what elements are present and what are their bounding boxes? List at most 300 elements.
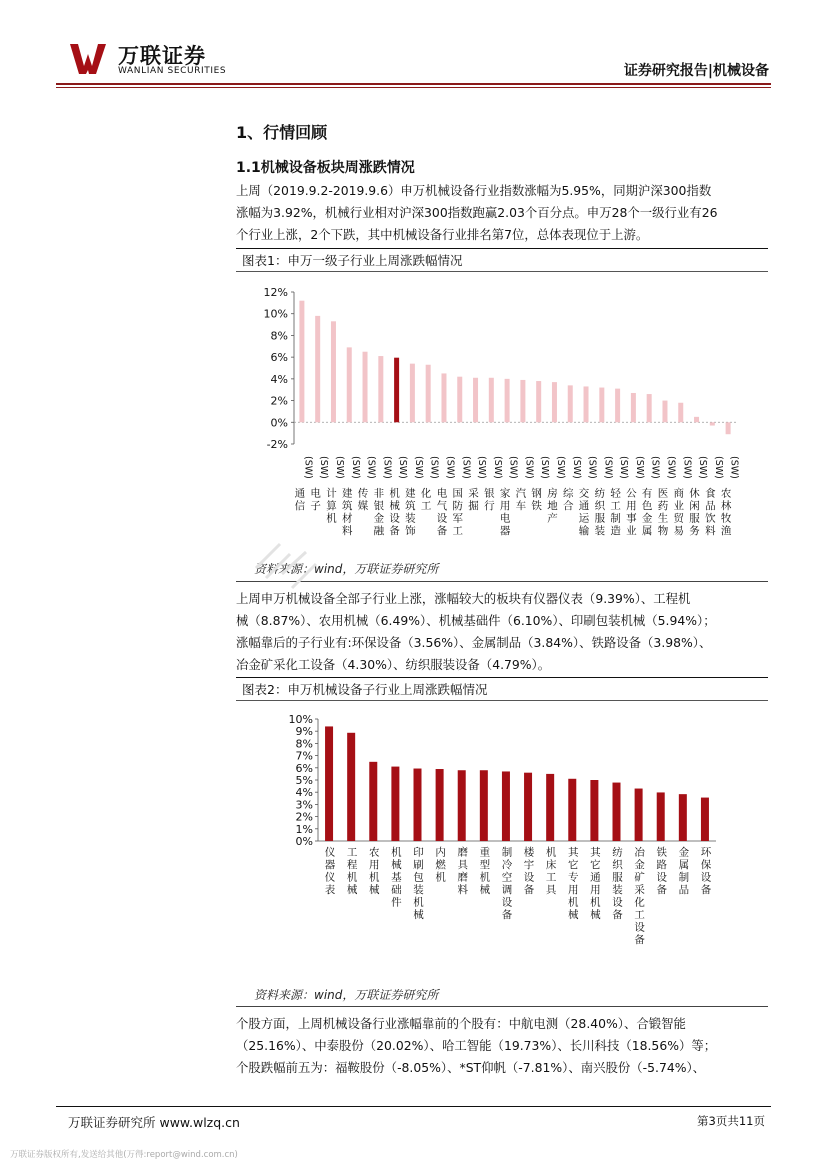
figure1-title: 图表1：申万一级子行业上周涨跌幅情况	[242, 253, 463, 268]
y-tick-label: 0%	[295, 835, 313, 848]
svg-text:备: 备	[389, 525, 400, 537]
bar	[391, 767, 399, 841]
svg-text:饮: 饮	[705, 512, 716, 525]
svg-text:产: 产	[547, 512, 558, 525]
svg-text:金: 金	[678, 846, 690, 859]
svg-text:(SW): (SW)	[460, 456, 472, 479]
category-label	[480, 846, 491, 897]
bar	[315, 316, 320, 422]
bar	[473, 378, 478, 423]
svg-text:军: 军	[452, 512, 463, 525]
y-tick-label: 2%	[295, 810, 313, 824]
y-tick-label: 8%	[270, 329, 288, 343]
bar	[394, 358, 399, 423]
svg-text:算: 算	[326, 500, 337, 512]
svg-text:机: 机	[413, 896, 424, 909]
y-tick-label: 5%	[295, 774, 313, 787]
category-label	[391, 846, 402, 909]
report-type: 证券研究报告|机械设备	[623, 63, 769, 79]
category-label	[524, 846, 535, 897]
svg-text:(SW): (SW)	[381, 456, 393, 479]
svg-text:环: 环	[700, 846, 712, 859]
bar	[441, 373, 446, 422]
svg-text:国: 国	[452, 487, 463, 500]
header-divider-thin	[56, 87, 771, 88]
svg-text:装: 装	[594, 525, 606, 537]
svg-text:机: 机	[435, 871, 446, 884]
svg-text:纺: 纺	[594, 487, 606, 500]
category-label	[502, 846, 513, 922]
svg-text:(SW): (SW)	[586, 456, 598, 479]
svg-text:磨: 磨	[457, 871, 468, 884]
footer-institute: 万联证券研究所 www.wlzq.cn	[68, 1115, 240, 1130]
brand-name-cn: 万联证券	[118, 44, 206, 68]
y-tick-label: 8%	[295, 737, 313, 751]
svg-text:冷: 冷	[501, 859, 513, 871]
category-label	[413, 846, 424, 922]
y-tick-label: 2%	[270, 394, 288, 408]
svg-text:工: 工	[346, 846, 358, 859]
svg-text:筑: 筑	[405, 500, 416, 512]
svg-text:采: 采	[634, 884, 645, 896]
svg-text:运: 运	[578, 512, 590, 525]
bar	[505, 379, 510, 422]
svg-text:型: 型	[479, 859, 491, 871]
svg-text:磨: 磨	[457, 846, 468, 859]
bar	[631, 393, 636, 422]
category-label	[369, 846, 380, 897]
svg-text:(SW): (SW)	[570, 456, 582, 479]
svg-text:楼: 楼	[523, 846, 535, 859]
svg-text:通: 通	[590, 871, 601, 884]
svg-text:备: 备	[523, 884, 535, 896]
svg-text:房: 房	[547, 487, 558, 500]
svg-text:包: 包	[413, 871, 424, 884]
svg-text:器: 器	[499, 525, 511, 537]
svg-text:(SW): (SW)	[681, 456, 693, 479]
svg-text:重: 重	[479, 846, 491, 859]
svg-text:织: 织	[612, 859, 623, 871]
svg-text:械: 械	[391, 859, 402, 871]
category-label	[679, 846, 690, 897]
svg-text:食: 食	[705, 487, 716, 500]
svg-text:(SW): (SW)	[444, 456, 456, 479]
svg-text:备: 备	[501, 909, 513, 921]
svg-text:生: 生	[657, 512, 669, 525]
svg-text:轻: 轻	[610, 487, 621, 500]
y-tick-label: 9%	[295, 725, 313, 739]
bar	[599, 388, 604, 423]
svg-text:制: 制	[610, 512, 621, 525]
paragraph-market-review	[236, 180, 771, 246]
bar	[489, 378, 494, 423]
bar	[299, 301, 304, 423]
y-tick-label: 4%	[270, 372, 288, 386]
text-line: 个行业上涨，2个下跌，其中机械设备行业排名第7位，总体表现位于上游。	[236, 227, 649, 242]
bar	[502, 771, 510, 841]
svg-text:电: 电	[436, 487, 448, 500]
svg-text:农: 农	[720, 487, 732, 500]
bar	[546, 774, 554, 841]
svg-text:药: 药	[657, 500, 669, 512]
svg-text:冶: 冶	[634, 846, 645, 859]
svg-text:业: 业	[626, 525, 637, 537]
svg-text:刷: 刷	[413, 859, 424, 871]
svg-text:(SW): (SW)	[476, 456, 488, 479]
svg-text:事: 事	[626, 512, 637, 525]
svg-text:(SW): (SW)	[318, 456, 330, 479]
svg-text:织: 织	[594, 500, 606, 512]
figure1-source: 资料来源：wind，万联证券研究所	[254, 562, 439, 576]
bar	[369, 762, 377, 841]
svg-text:用: 用	[499, 500, 511, 512]
svg-text:公: 公	[626, 487, 637, 500]
svg-text:设: 设	[523, 871, 535, 884]
svg-text:(SW): (SW)	[618, 456, 630, 479]
svg-text:具: 具	[457, 859, 468, 871]
svg-text:车: 车	[515, 500, 527, 512]
category-label	[701, 847, 712, 897]
svg-text:非: 非	[373, 487, 385, 500]
svg-text:机: 机	[389, 487, 400, 500]
svg-text:服: 服	[612, 871, 623, 884]
svg-text:制: 制	[501, 846, 513, 859]
svg-text:气: 气	[436, 500, 448, 512]
svg-text:建: 建	[405, 487, 416, 500]
svg-text:交: 交	[578, 487, 590, 500]
svg-text:采: 采	[468, 487, 479, 500]
category-label	[656, 846, 667, 897]
svg-text:钢: 钢	[531, 487, 542, 500]
svg-text:工: 工	[420, 500, 432, 512]
text-line: 上周（2019.9.2-2019.9.6）申万机械设备行业指数涨幅为5.95%，同期沪深300指数	[236, 183, 712, 198]
category-label	[546, 846, 557, 897]
category-label	[457, 846, 468, 897]
svg-text:(SW): (SW)	[554, 456, 566, 479]
svg-text:设: 设	[700, 871, 712, 884]
svg-text:专: 专	[568, 871, 579, 884]
svg-text:械: 械	[590, 909, 601, 921]
svg-text:品: 品	[678, 884, 690, 896]
svg-text:属: 属	[641, 525, 653, 537]
brand-logo-icon	[70, 42, 110, 76]
svg-text:(SW): (SW)	[539, 456, 551, 479]
svg-text:(SW): (SW)	[602, 456, 614, 479]
svg-text:通: 通	[294, 487, 306, 500]
page-number: 第3页共11页	[697, 1114, 765, 1128]
svg-text:金: 金	[641, 512, 653, 525]
svg-text:通: 通	[578, 500, 590, 512]
bar	[331, 321, 336, 422]
svg-text:用: 用	[369, 859, 380, 871]
svg-text:表: 表	[324, 884, 336, 896]
svg-text:服: 服	[594, 512, 606, 525]
svg-text:(SW): (SW)	[302, 456, 314, 479]
svg-text:银: 银	[373, 500, 385, 512]
category-label	[568, 847, 579, 922]
paragraph-subsector-review	[236, 588, 771, 676]
section-heading: 1、行情回顾	[236, 123, 328, 142]
svg-text:它: 它	[590, 859, 601, 871]
svg-text:备: 备	[436, 525, 448, 537]
svg-text:饰: 饰	[405, 525, 416, 537]
bar	[568, 385, 573, 422]
svg-text:(SW): (SW)	[333, 456, 345, 479]
svg-text:合: 合	[563, 500, 574, 512]
svg-text:物: 物	[657, 525, 669, 537]
svg-text:械: 械	[389, 500, 400, 512]
bar	[647, 394, 652, 422]
copyright-notice: 万联证券版权所有,发送给其他(万得:report@wind.com.cn)	[10, 1150, 238, 1160]
svg-text:家: 家	[499, 487, 511, 500]
bar	[524, 773, 532, 841]
svg-text:设: 设	[634, 921, 645, 934]
svg-text:工: 工	[452, 525, 463, 537]
svg-text:(SW): (SW)	[649, 456, 661, 479]
svg-text:械: 械	[479, 884, 491, 896]
text-line: （25.16%）、中泰股份（20.02%）、哈工智能（19.73%）、长川科技（18.56%）等；	[236, 1038, 717, 1053]
text-line: 械（8.87%）、农用机械（6.49%）、机械基础件（6.10%）、印刷包装机械（5.94%）；	[236, 613, 716, 628]
svg-text:具: 具	[545, 884, 557, 896]
bar	[480, 770, 488, 841]
y-tick-label: 12%	[263, 286, 288, 299]
svg-text:宇: 宇	[523, 859, 535, 871]
bar	[679, 794, 687, 841]
svg-text:燃: 燃	[435, 859, 446, 871]
svg-text:备: 备	[634, 934, 645, 946]
svg-text:工: 工	[610, 500, 621, 512]
category-label	[590, 847, 601, 922]
svg-text:休: 休	[689, 487, 700, 500]
svg-text:(SW): (SW)	[491, 456, 503, 479]
svg-text:机: 机	[590, 896, 601, 909]
svg-text:(SW): (SW)	[412, 456, 424, 479]
svg-text:机: 机	[346, 871, 358, 884]
y-tick-label: -2%	[266, 438, 288, 451]
svg-text:地: 地	[547, 500, 558, 512]
header-divider	[56, 83, 771, 85]
svg-text:工: 工	[545, 871, 557, 884]
text-line: 冶金矿采化工设备（4.30%）、纺织服装设备（4.79%）。	[236, 657, 551, 672]
svg-text:化: 化	[420, 487, 432, 500]
text-line: 涨幅为3.92%，机械行业相对沪深300指数跑赢2.03个百分点。申万28个一级行业有26	[236, 205, 718, 220]
brand-name-en: WANLIAN SECURITIES	[118, 66, 227, 76]
figure2-bottom-rule	[236, 1006, 768, 1007]
svg-text:电: 电	[499, 512, 511, 525]
y-tick-label: 4%	[295, 786, 313, 800]
bar	[613, 783, 621, 841]
svg-text:仪: 仪	[324, 871, 336, 884]
svg-text:电: 电	[310, 487, 321, 500]
svg-text:路: 路	[656, 859, 667, 871]
figure2-title-bar	[236, 677, 768, 701]
svg-text:计: 计	[326, 487, 337, 500]
svg-text:闲: 闲	[689, 500, 700, 512]
y-tick-label: 7%	[295, 749, 313, 763]
bar	[426, 365, 431, 423]
svg-text:输: 输	[578, 525, 590, 537]
bar	[694, 417, 699, 422]
svg-text:银: 银	[484, 487, 495, 500]
svg-text:建: 建	[342, 487, 353, 500]
svg-text:(SW): (SW)	[633, 456, 645, 479]
svg-text:贸: 贸	[673, 512, 684, 525]
svg-text:机: 机	[326, 512, 337, 525]
bar	[710, 422, 715, 425]
svg-text:(SW): (SW)	[365, 456, 377, 479]
svg-text:易: 易	[673, 525, 684, 537]
y-tick-label: 10%	[263, 307, 288, 321]
svg-text:保: 保	[700, 859, 712, 871]
svg-text:有: 有	[641, 487, 653, 500]
svg-text:金: 金	[634, 859, 645, 871]
bar	[414, 769, 422, 841]
svg-text:(SW): (SW)	[712, 456, 724, 479]
bar	[347, 347, 352, 422]
svg-text:设: 设	[436, 512, 448, 525]
svg-text:器: 器	[324, 859, 336, 871]
svg-text:造: 造	[610, 525, 621, 537]
svg-text:仪: 仪	[324, 846, 336, 859]
svg-text:(SW): (SW)	[523, 456, 535, 479]
svg-text:业: 业	[673, 500, 684, 512]
svg-text:备: 备	[612, 909, 623, 921]
text-line: 涨幅靠后的子行业有:环保设备（3.56%）、金属制品（3.84%）、铁路设备（3.98%）、	[236, 635, 712, 650]
svg-text:空: 空	[501, 871, 513, 884]
svg-text:用: 用	[590, 884, 601, 896]
svg-text:械: 械	[413, 909, 424, 921]
svg-text:装: 装	[413, 884, 424, 896]
svg-text:综: 综	[563, 487, 574, 500]
svg-text:信: 信	[294, 500, 306, 512]
svg-text:防: 防	[452, 500, 463, 512]
bar	[584, 386, 589, 422]
svg-text:械: 械	[568, 909, 579, 921]
svg-text:矿: 矿	[634, 871, 645, 884]
bar	[635, 789, 643, 841]
svg-text:属: 属	[678, 859, 690, 871]
y-tick-label: 10%	[288, 713, 313, 726]
svg-text:(SW): (SW)	[665, 456, 677, 479]
svg-text:程: 程	[346, 859, 358, 871]
svg-text:料: 料	[342, 525, 353, 537]
svg-text:传: 传	[357, 487, 369, 500]
svg-text:(SW): (SW)	[507, 456, 519, 479]
svg-text:筑: 筑	[342, 500, 353, 512]
category-label	[325, 846, 336, 897]
paragraph-stock-review	[236, 1013, 771, 1079]
svg-text:行: 行	[484, 500, 495, 512]
svg-text:制: 制	[678, 871, 690, 884]
svg-text:内: 内	[435, 846, 446, 859]
svg-text:床: 床	[545, 859, 557, 871]
svg-text:用: 用	[568, 884, 579, 896]
svg-text:牧: 牧	[720, 512, 732, 525]
svg-text:(SW): (SW)	[397, 456, 409, 479]
figure1-title-bar	[236, 248, 768, 272]
bar	[458, 770, 466, 841]
svg-text:商: 商	[673, 487, 684, 500]
svg-text:工: 工	[634, 909, 645, 921]
svg-text:机: 机	[391, 846, 402, 859]
svg-text:备: 备	[656, 884, 667, 896]
category-label	[347, 847, 358, 897]
svg-text:铁: 铁	[656, 846, 667, 859]
svg-text:色: 色	[641, 500, 653, 512]
svg-text:机: 机	[545, 846, 557, 859]
category-label	[634, 846, 645, 947]
svg-text:设: 设	[612, 896, 623, 909]
svg-text:装: 装	[405, 512, 416, 525]
text-line: 个股方面，上周机械设备行业涨幅靠前的个股有：中航电测（28.40%）、合锻智能	[236, 1016, 686, 1031]
svg-text:其: 其	[568, 846, 579, 859]
svg-text:务: 务	[689, 525, 700, 537]
svg-text:料: 料	[705, 525, 716, 537]
y-tick-label: 6%	[270, 351, 288, 365]
svg-text:调: 调	[501, 884, 513, 896]
machinery-subsector-chart	[236, 703, 768, 983]
svg-text:件: 件	[391, 896, 402, 909]
svg-text:(SW): (SW)	[697, 456, 709, 479]
text-line: 个股跌幅前五为：福鞍股份（-8.05%）、*ST仰帆（-7.81%）、南兴股份（-5.74%）、	[236, 1060, 706, 1075]
bar	[678, 403, 683, 423]
y-tick-label: 6%	[295, 761, 313, 775]
svg-text:品: 品	[705, 500, 716, 512]
svg-text:用: 用	[626, 500, 637, 512]
industry-change-chart	[236, 274, 768, 560]
figure2-title: 图表2：申万机械设备子行业上周涨跌幅情况	[242, 682, 488, 697]
svg-text:铁: 铁	[531, 500, 542, 512]
y-tick-label: 1%	[295, 822, 313, 836]
svg-text:械: 械	[369, 884, 380, 896]
svg-text:机: 机	[369, 871, 380, 884]
bar	[363, 352, 368, 423]
text-line: 上周申万机械设备全部子行业上涨，涨幅较大的板块有仪器仪表（9.39%）、工程机	[236, 591, 691, 606]
svg-text:子: 子	[310, 500, 321, 512]
svg-text:础: 础	[391, 884, 402, 896]
bar	[701, 798, 709, 841]
svg-text:设: 设	[389, 512, 400, 525]
bar	[615, 389, 620, 423]
bar	[726, 422, 731, 434]
svg-text:媒: 媒	[357, 500, 369, 512]
bar	[590, 780, 598, 841]
svg-text:(SW): (SW)	[428, 456, 440, 479]
bar	[457, 377, 462, 423]
svg-text:服: 服	[689, 512, 700, 525]
svg-text:纺: 纺	[612, 846, 623, 859]
svg-text:金: 金	[373, 512, 385, 525]
footer-divider	[56, 1106, 771, 1107]
category-label	[612, 846, 623, 922]
svg-text:材: 材	[342, 512, 353, 525]
bar	[657, 792, 665, 841]
svg-text:装: 装	[612, 884, 623, 896]
svg-text:化: 化	[634, 896, 645, 909]
svg-text:基: 基	[391, 871, 402, 884]
y-tick-label: 0%	[270, 416, 288, 430]
svg-text:(SW): (SW)	[349, 456, 361, 479]
svg-text:农: 农	[369, 846, 380, 859]
svg-text:它: 它	[568, 859, 579, 871]
svg-text:机: 机	[479, 871, 491, 884]
bar	[410, 364, 415, 423]
section-subheading: 1.1机械设备板块周涨跌情况	[236, 160, 415, 176]
svg-text:设: 设	[501, 896, 513, 909]
svg-text:掘: 掘	[468, 500, 479, 512]
svg-text:机: 机	[568, 896, 579, 909]
bar	[568, 779, 576, 841]
